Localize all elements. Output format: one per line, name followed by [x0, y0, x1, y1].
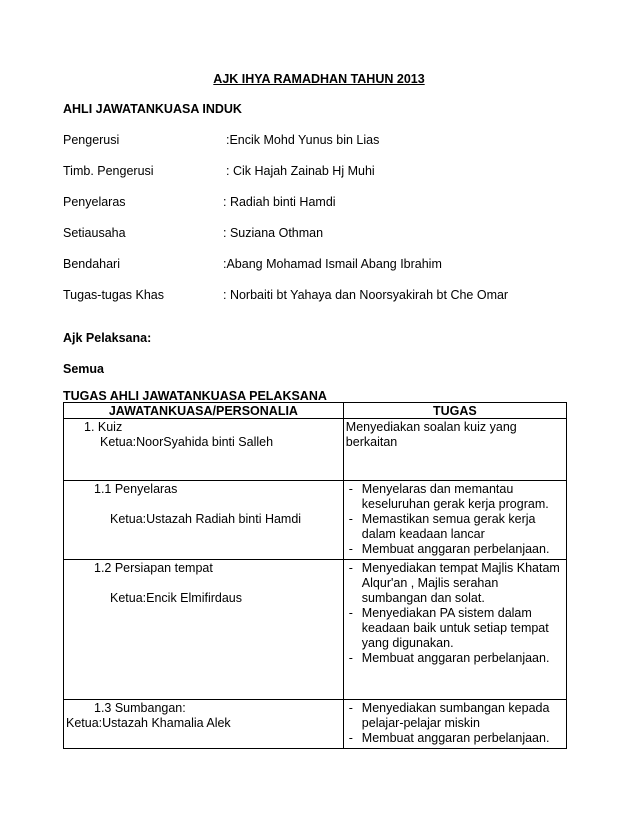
- row-personalia: [64, 419, 344, 481]
- section-heading-pelaksana: TUGAS AHLI JAWATANKUASA PELAKSANA: [63, 389, 327, 403]
- task-text: Membuat anggaran perbelanjaan.: [361, 651, 550, 665]
- committee-leader: Ketua:Ustazah Khamalia Alek: [66, 716, 231, 730]
- dash-icon: -: [348, 512, 353, 526]
- committee-row-timb-pengerusi: [63, 164, 583, 180]
- committee-title: 1.1 Penyelaras: [94, 482, 178, 496]
- row-personalia: [64, 700, 344, 749]
- dash-icon: -: [348, 561, 353, 575]
- row-personalia: [64, 560, 344, 700]
- task-item: [346, 701, 564, 731]
- task-text: Menyediakan tempat Majlis Khatam Alqur'an , Majlis serahan sumbangan dan solat.: [361, 561, 560, 605]
- semua-label: Semua: [63, 362, 104, 376]
- task-text: Membuat anggaran perbelanjaan.: [361, 731, 550, 745]
- committee-row-bendahari: [63, 257, 583, 273]
- committee-role: Setiausaha: [63, 226, 126, 240]
- table-row: [64, 419, 567, 481]
- committee-name: :Abang Mohamad Ismail Abang Ibrahim: [223, 257, 442, 271]
- task-text: Menyediakan soalan kuiz yang berkaitan: [345, 420, 517, 449]
- committee-title: 1. Kuiz: [84, 420, 123, 434]
- committee-name: : Cik Hajah Zainab Hj Muhi: [226, 164, 375, 178]
- row-tugas: [343, 560, 566, 700]
- dash-icon: -: [348, 701, 353, 715]
- task-text: Membuat anggaran perbelanjaan.: [361, 542, 550, 556]
- document-title: AJK IHYA RAMADHAN TAHUN 2013: [213, 72, 425, 86]
- dash-icon: -: [348, 606, 353, 620]
- table-header-row: [64, 403, 567, 419]
- committee-row-setiausaha: [63, 226, 583, 242]
- task-list: [346, 701, 564, 746]
- committee-role: Timb. Pengerusi: [63, 164, 154, 178]
- dash-icon: -: [348, 542, 353, 556]
- dash-icon: -: [348, 482, 353, 496]
- header-tugas: TUGAS: [343, 403, 566, 419]
- committee-name: :Encik Mohd Yunus bin Lias: [226, 133, 380, 147]
- committee-name: : Suziana Othman: [223, 226, 324, 240]
- committee-row-pengerusi: [63, 133, 583, 149]
- section-heading-induk: AHLI JAWATANKUASA INDUK: [63, 102, 242, 116]
- committee-title: 1.3 Sumbangan:: [94, 701, 186, 715]
- committee-row-penyelaras: [63, 195, 583, 211]
- row-tugas: [343, 700, 566, 749]
- task-item: [346, 651, 564, 666]
- task-item: [346, 512, 564, 542]
- committee-leader: Ketua:NoorSyahida binti Salleh: [100, 435, 274, 449]
- committee-leader: Ketua:Ustazah Radiah binti Hamdi: [110, 512, 302, 526]
- table-row: [64, 700, 567, 749]
- dash-icon: -: [348, 731, 353, 745]
- row-tugas: [343, 481, 566, 560]
- task-text: Memastikan semua gerak kerja dalam keadaan lancar: [361, 512, 536, 541]
- task-text: Menyelaras dan memantau keseluruhan gerak kerja program.: [361, 482, 549, 511]
- table-row: [64, 481, 567, 560]
- task-item: [346, 482, 564, 512]
- task-item: [346, 561, 564, 606]
- task-text: Menyediakan sumbangan kepada pelajar-pelajar miskin: [361, 701, 550, 730]
- committee-role: Penyelaras: [63, 195, 126, 209]
- header-jawatankuasa: JAWATANKUASA/PERSONALIA: [64, 403, 344, 419]
- task-item: [346, 606, 564, 651]
- row-tugas: [343, 419, 566, 481]
- committee-leader: Ketua:Encik Elmifirdaus: [110, 591, 243, 605]
- dash-icon: -: [348, 651, 353, 665]
- task-text: Menyediakan PA sistem dalam keadaan baik untuk setiap tempat yang digunakan.: [361, 606, 549, 650]
- task-item: [346, 542, 564, 557]
- task-list: [346, 482, 564, 557]
- committee-role: Bendahari: [63, 257, 120, 271]
- task-list: [346, 561, 564, 666]
- committee-title: 1.2 Persiapan tempat: [94, 561, 213, 575]
- ajk-pelaksana-heading: Ajk Pelaksana:: [63, 331, 152, 345]
- task-item: [346, 731, 564, 746]
- committee-name: : Radiah binti Hamdi: [223, 195, 336, 209]
- row-personalia: [64, 481, 344, 560]
- table-row: [64, 560, 567, 700]
- committee-name: : Norbaiti bt Yahaya dan Noorsyakirah bt Che Omar: [223, 288, 509, 302]
- committee-role: Pengerusi: [63, 133, 120, 147]
- committee-row-tugas-khas: [63, 288, 583, 304]
- tasks-table: [63, 402, 567, 749]
- committee-role: Tugas-tugas Khas: [63, 288, 164, 302]
